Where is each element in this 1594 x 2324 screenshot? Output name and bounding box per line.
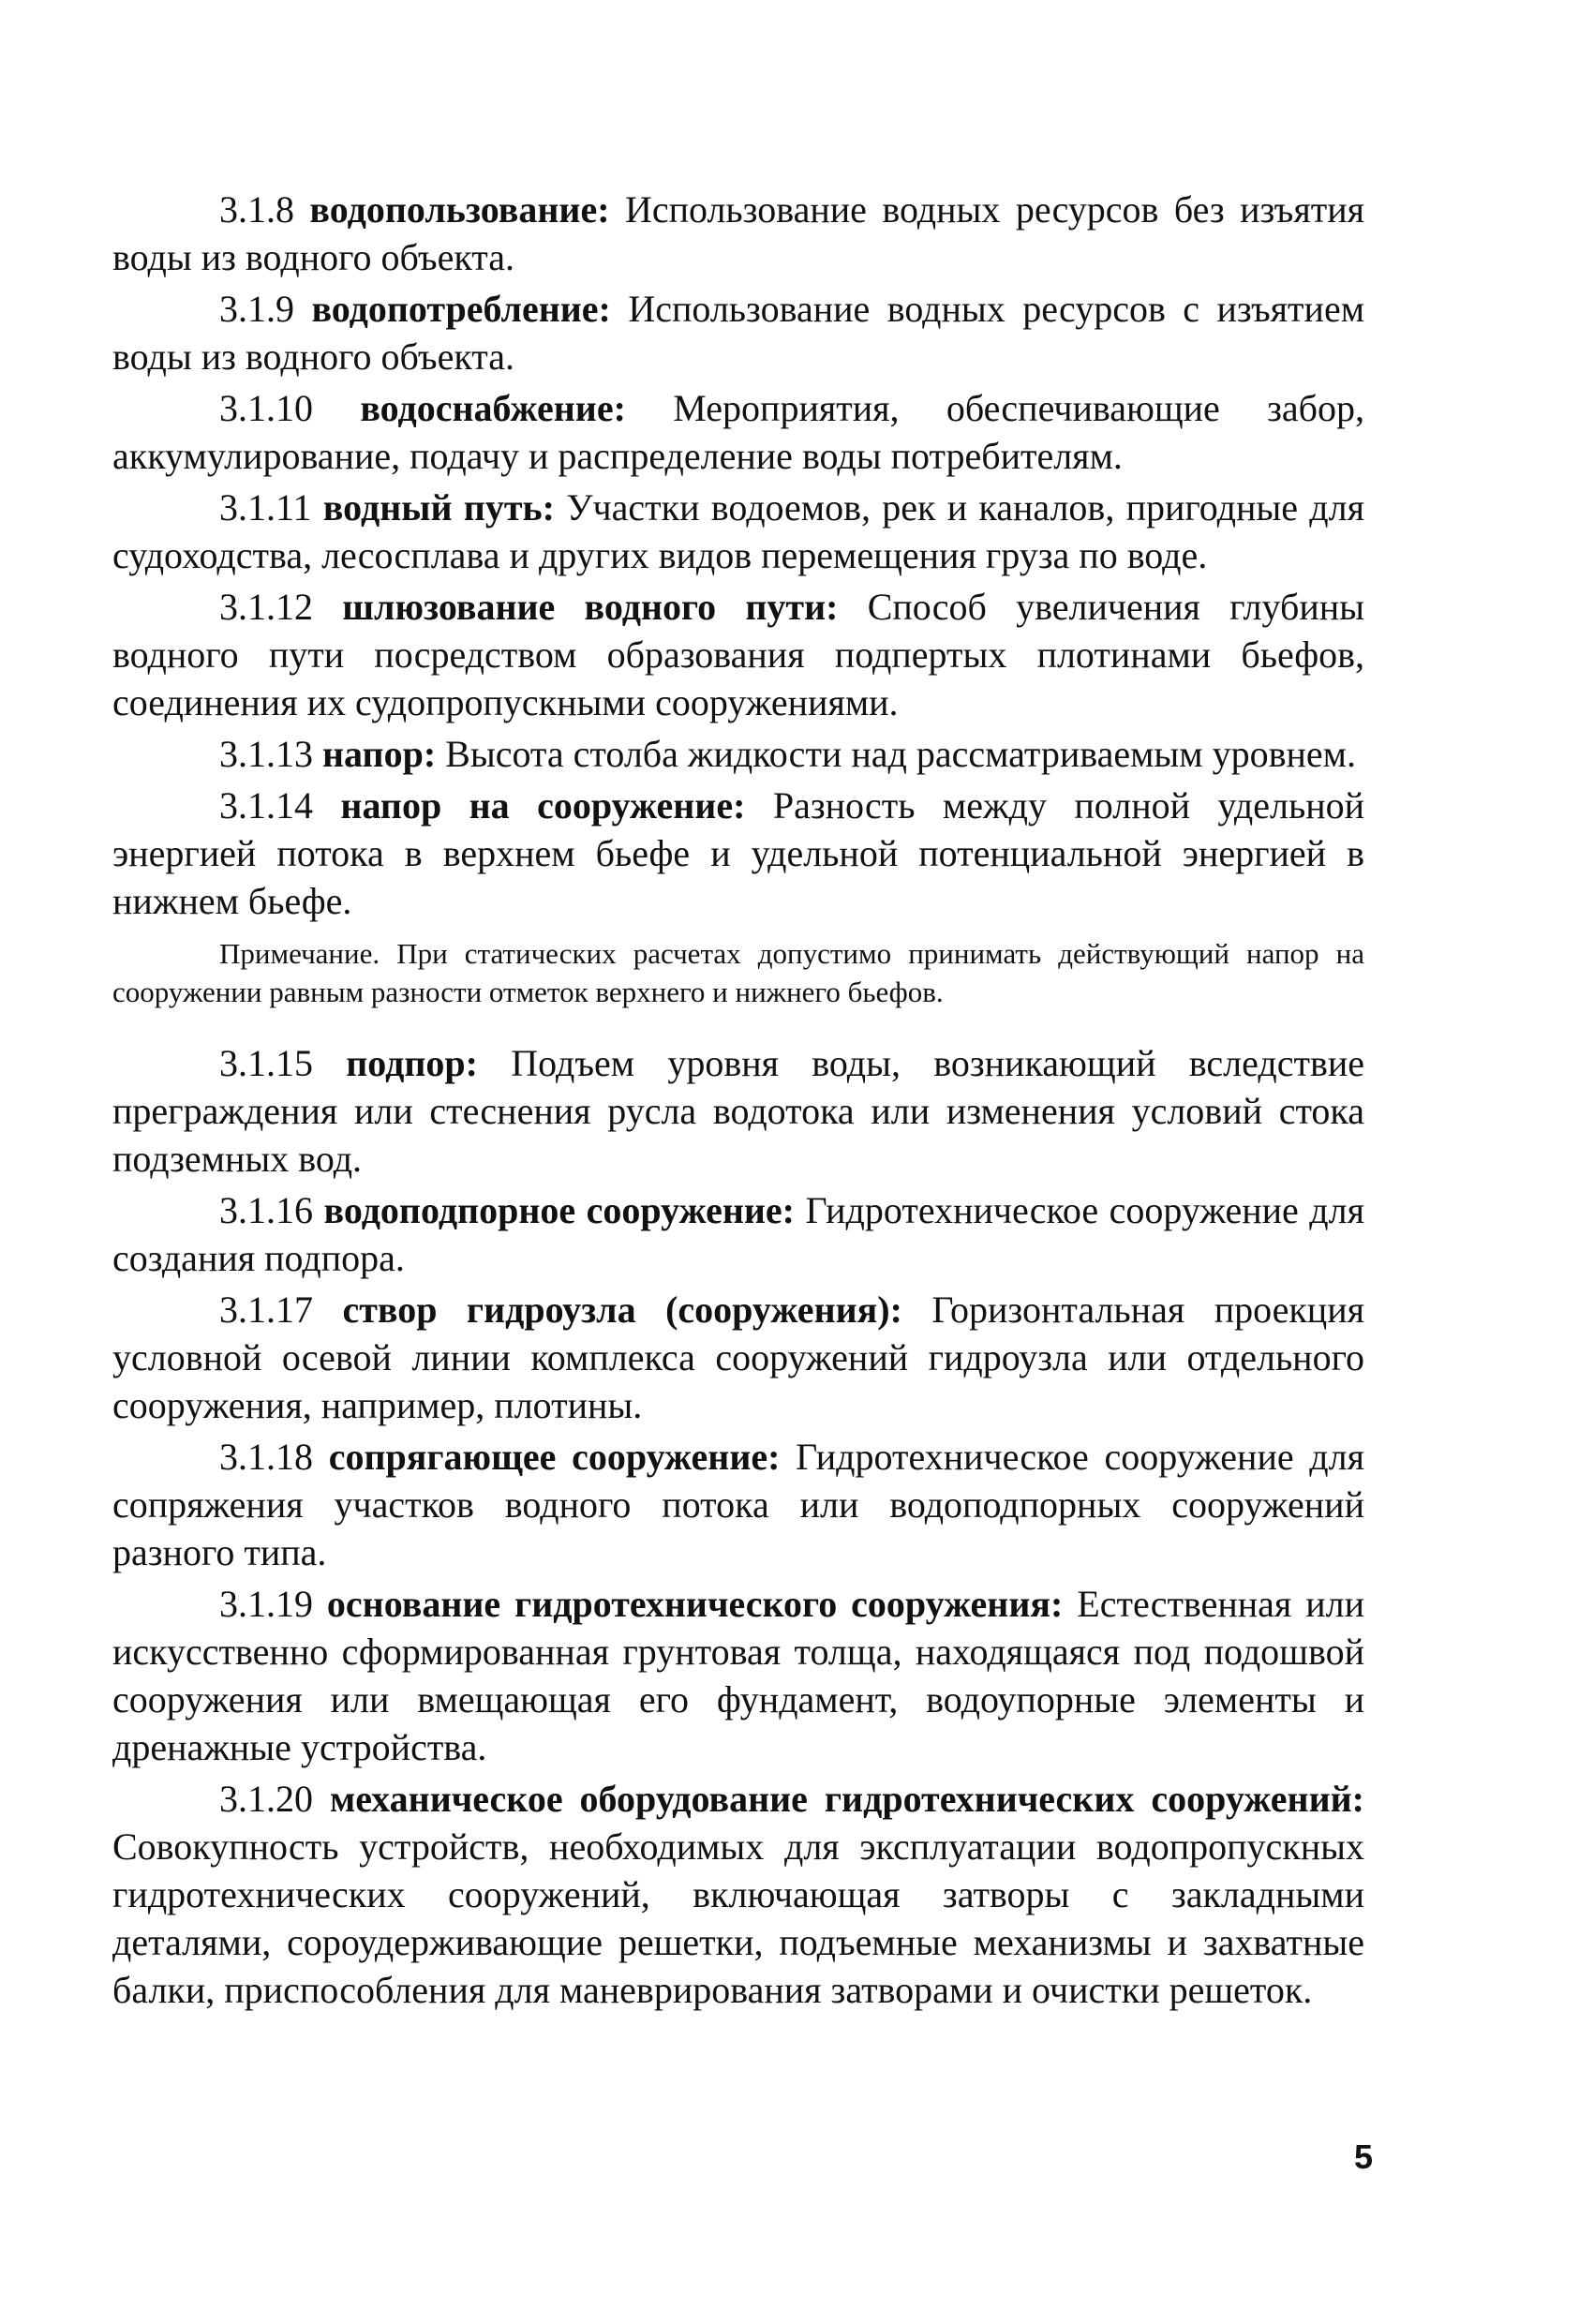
- clause-number: 3.1.16: [219, 1189, 313, 1231]
- term: шлюзование водного пути:: [342, 586, 839, 628]
- definition-text: Способ увеличения глубины водного пути посредством образования подпертых плотинами бьефов, соединения их судопропускными сооружениями.: [112, 586, 1365, 723]
- definition-3-1-10: [112, 384, 1364, 480]
- term: водоподпорное сооружение:: [323, 1189, 796, 1231]
- definition-text: Использование водных ресурсов без изъятия воды из водного объекта.: [112, 188, 1365, 278]
- clause-number: 3.1.9: [219, 288, 294, 330]
- term: механическое оборудование гидротехнических сооружений:: [329, 1778, 1364, 1820]
- clause-number: 3.1.8: [219, 188, 294, 231]
- term: створ гидроузла (сооружения):: [342, 1289, 902, 1331]
- definition-text: Гидротехническое сооружение для создания подпора.: [112, 1189, 1365, 1279]
- term: напор:: [322, 733, 437, 775]
- clause-number: 3.1.15: [219, 1042, 313, 1084]
- definition-3-1-14: [112, 782, 1364, 925]
- clause-number: 3.1.13: [219, 733, 313, 775]
- term: водоснабжение:: [360, 387, 626, 429]
- term: подпор:: [346, 1042, 478, 1084]
- term: водный путь:: [322, 486, 555, 529]
- document-body: [112, 186, 1364, 2018]
- definition-3-1-8: [112, 186, 1364, 281]
- page-number: 5: [1353, 2138, 1373, 2176]
- term: основание гидротехнического сооружения:: [326, 1583, 1064, 1625]
- definition-3-1-16: [112, 1186, 1364, 1282]
- definition-3-1-15: [112, 1039, 1364, 1183]
- definition-text: Совокупность устройств, необходимых для эксплуатации водопропускных гидротехнических сооружений, включающая затворы с закладными деталями, сороудерживающие решетки, подъемные механизмы и захватные балки, приспособления для маневрирования затворами и очистки решеток.: [112, 1825, 1364, 2011]
- term: напор на сооружение:: [340, 784, 746, 827]
- definition-3-1-19: [112, 1580, 1364, 1771]
- definition-3-1-18: [112, 1433, 1364, 1576]
- clause-number: 3.1.12: [219, 586, 313, 628]
- clause-number: 3.1.17: [219, 1289, 313, 1331]
- definition-3-1-9: [112, 285, 1364, 380]
- clause-number: 3.1.19: [219, 1583, 313, 1625]
- clause-number: 3.1.14: [219, 784, 313, 827]
- definition-text: Естественная или искусственно сформированная грунтовая толща, находящаяся под подошвой сооружения или вмещающая его фундамент, водоупорные элементы и дренажные устройства.: [112, 1583, 1364, 1768]
- definition-text: Гидротехническое сооружение для сопряжения участков водного потока или водоподпорных сооружений разного типа.: [112, 1436, 1365, 1573]
- term: водопользование:: [309, 188, 610, 231]
- clause-number: 3.1.11: [219, 486, 312, 529]
- definition-3-1-17: [112, 1286, 1364, 1429]
- clause-number: 3.1.18: [219, 1436, 313, 1478]
- term: водопотребление:: [311, 288, 611, 330]
- definition-text: Высота столба жидкости над рассматриваемым уровнем.: [445, 733, 1356, 775]
- clause-number: 3.1.10: [219, 387, 313, 429]
- definition-text: Мероприятия, обеспечивающие забор, аккумулирование, подачу и распределение воды потребителям.: [112, 387, 1365, 477]
- definition-text: Подъем уровня воды, возникающий вследствие преграждения или стеснения русла водотока или изменения условий стока подземных вод.: [112, 1042, 1364, 1180]
- definition-text: Использование водных ресурсов с изъятием воды из водного объекта.: [112, 288, 1365, 378]
- definition-text: Участки водоемов, рек и каналов, пригодные для судоходства, лесосплава и других видов перемещения груза по воде.: [112, 486, 1365, 576]
- note: Примечание. При статических расчетах допустимо принимать действующий напор на сооружении равным разности отметок верхнего и нижнего бьефов.: [112, 937, 1364, 1008]
- definition-3-1-11: [112, 484, 1364, 579]
- definition-3-1-12: [112, 583, 1364, 726]
- clause-number: 3.1.20: [219, 1778, 313, 1820]
- term: сопрягающее сооружение:: [328, 1436, 781, 1478]
- definition-text: Горизонтальная проекция условной осевой линии комплекса сооружений гидроузла или отдельного сооружения, например, плотины.: [112, 1289, 1364, 1426]
- definition-text: Разность между полной удельной энергией потока в верхнем бьефе и удельной потенциальной энергией в нижнем бьефе.: [112, 784, 1365, 922]
- definition-3-1-13: [112, 730, 1364, 778]
- definition-3-1-20: [112, 1775, 1364, 2014]
